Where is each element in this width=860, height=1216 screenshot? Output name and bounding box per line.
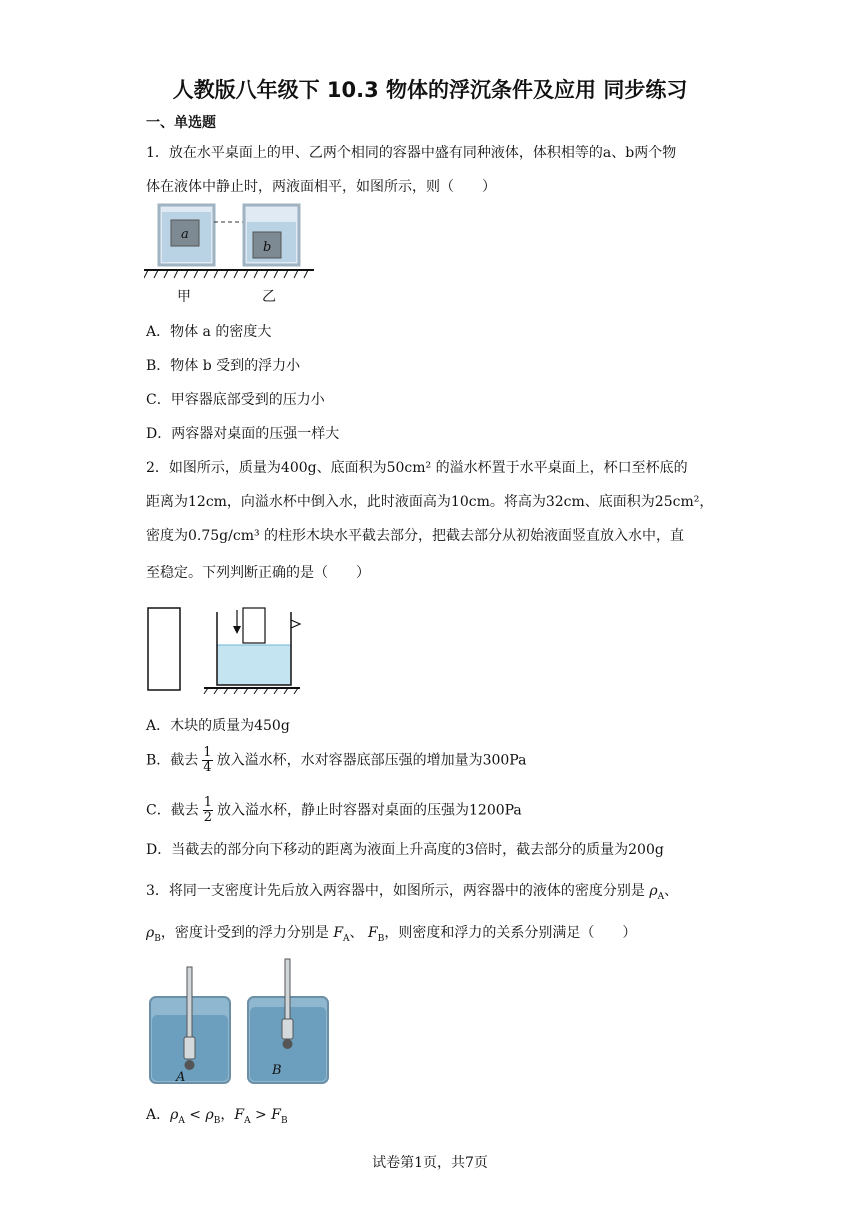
q3-text-line2: $\rho_B$，密度计受到的浮力分别是 $F_A$、 $F_B$，则密度和浮力的关系分别满足（ ） xyxy=(146,925,637,944)
q1-option-d: D．两容器对桌面的压强一样大 xyxy=(146,426,340,442)
fraction-one-quarter: $\frac{1}{4}$ xyxy=(203,745,212,775)
page-title: 人教版八年级下 10.3 物体的浮沉条件及应用 同步练习 xyxy=(172,78,688,102)
wood-block xyxy=(148,608,180,690)
q1-option-c: C．甲容器底部受到的压力小 xyxy=(146,392,325,408)
q2-text-line1: 2．如图所示，质量为400g、底面积为50cm² 的溢水杯置于水平桌面上，杯口至杯底的 xyxy=(146,460,688,476)
label-a: a xyxy=(181,227,189,242)
hydrometer-a xyxy=(187,967,192,1037)
q1-text-line2: 体在液体中静止时，两液面相平，如图所示，则（ ） xyxy=(146,179,496,195)
q2-option-a: A．木块的质量为450g xyxy=(146,718,290,734)
label-A: A xyxy=(176,1070,186,1085)
q1-option-b: B．物体 b 受到的浮力小 xyxy=(146,358,301,374)
label-yi: 乙 xyxy=(262,289,276,305)
q2-figure xyxy=(144,602,314,694)
q2-option-b: B．截去 $\frac{1}{4}$ 放入溢水杯，水对容器底部压强的增加量为300Pa xyxy=(146,745,527,775)
q2-text-line3: 密度为0.75g/cm³ 的柱形木块水平截去部分，把截去部分从初始液面竖直放入水中，直 xyxy=(146,528,685,544)
down-arrow-icon xyxy=(233,626,241,634)
fraction-one-half: $\frac{1}{2}$ xyxy=(203,795,212,825)
q2-text-line2: 距离为12cm，向溢水杯中倒入水，此时液面高为10cm。将高为32cm、底面积为25cm²， xyxy=(146,494,714,510)
q1-figure xyxy=(144,200,314,310)
q2-option-d: D．当截去的部分向下移动的距离为液面上升高度的3倍时，截去部分的质量为200g xyxy=(146,842,664,858)
page-footer: 试卷第1页，共7页 xyxy=(372,1155,488,1171)
q2-text-line4: 至稳定。下列判断正确的是（ ） xyxy=(146,565,370,581)
section-heading: 一、单选题 xyxy=(146,115,216,131)
q3-figure xyxy=(144,957,344,1087)
q1-option-a: A．物体 a 的密度大 xyxy=(146,324,272,340)
q3-text-line1: 3．将同一支密度计先后放入两容器中，如图所示，两容器中的液体的密度分别是 $\rho_A$、 xyxy=(146,883,679,902)
label-B: B xyxy=(272,1063,282,1078)
q3-option-a: A．$\rho_A < \rho_B$，$F_A > F_B$ xyxy=(146,1107,288,1126)
cut-piece xyxy=(243,608,265,643)
label-b: b xyxy=(263,240,272,255)
q2-option-c: C．截去 $\frac{1}{2}$ 放入溢水杯，静止时容器对桌面的压强为1200Pa xyxy=(146,795,522,825)
label-jia: 甲 xyxy=(177,289,191,305)
q1-text-line1: 1．放在水平桌面上的甲、乙两个相同的容器中盛有同种液体，体积相等的a、b两个物 xyxy=(146,145,677,161)
hydrometer-b xyxy=(285,959,290,1021)
water xyxy=(217,645,291,685)
